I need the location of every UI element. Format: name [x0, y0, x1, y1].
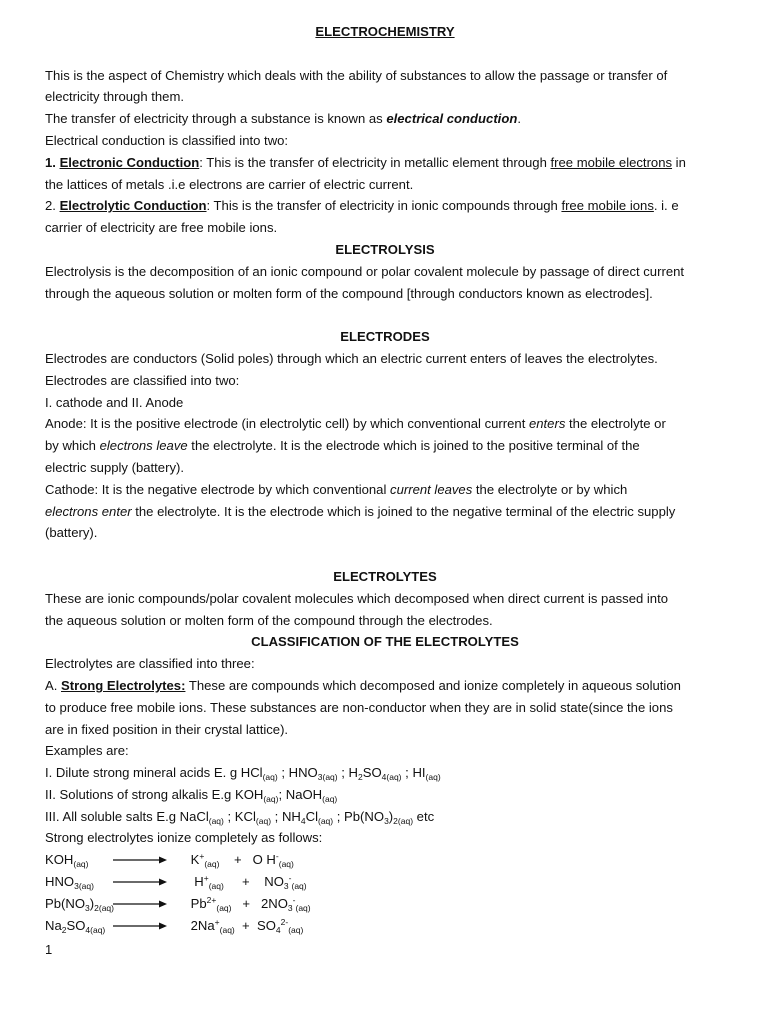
reaction-koh: $KOH_{(aq)}$ $K^+_{(aq)}$ + O $H^-_{(aq)}$: [45, 851, 294, 870]
term-electrical-conduction: electrical conduction: [386, 111, 518, 127]
right-arrow-icon: [113, 878, 179, 886]
intro-line-4: Electrical conduction is classified into two:: [45, 132, 289, 148]
electrodes-line-1: Electrodes are conductors (Solid poles) through which an electric current enters of leaves the electrolytes.: [45, 350, 658, 366]
right-arrow-icon: [113, 856, 179, 864]
reaction-hno3: $HNO_{3(aq)}$ $H^+_{(aq)}$ + $NO_3^-_{(aq)}$: [45, 873, 307, 892]
term-electronic-conduction: Electronic Conduction: [59, 154, 200, 170]
ionize-intro: Strong electrolytes ionize completely as follows:: [45, 830, 323, 846]
electrolytes-line-2: the aqueous solution or molten form of the compound through the electrodes.: [45, 612, 493, 628]
anode-line-3: electric supply (battery).: [45, 459, 184, 475]
right-arrow-icon: [113, 900, 179, 908]
heading-electrodes: ELECTRODES: [340, 329, 430, 345]
example-alkalis: II. Solutions of strong alkalis E.g $KOH_{(aq)}$; NaOH$_{(aq)}$: [45, 786, 338, 804]
document-body: [45, 21, 725, 936]
electrolysis-line-2: through the aqueous solution or molten form of the compound [through conductors known as electrodes].: [45, 285, 653, 301]
classification-line-1: Electrolytes are classified into three:: [45, 656, 255, 672]
cathode-line-2: electrons enter the electrolyte. It is the electrode which is joined to the negative terminal of the electric supply: [45, 503, 676, 519]
strong-electrolytes-line-2: to produce free mobile ions. These substances are non-conductor when they are in solid state(since the ions: [45, 699, 673, 715]
heading-electrolytes: ELECTROLYTES: [333, 568, 437, 584]
electrolytic-conduction-line-1: 2. Electrolytic Conduction: This is the transfer of electricity in ionic compounds through free mobile ions. i. e: [45, 198, 679, 214]
examples-label: Examples are:: [45, 743, 129, 759]
cathode-line-1: Cathode: It is the negative electrode by which conventional current leaves the electrolyte or by which: [45, 481, 628, 497]
strong-electrolytes-line-1: A. Strong Electrolytes: These are compounds which decomposed and ionize completely in aqueous solution: [45, 677, 681, 693]
anode-line-2: by which electrons leave the electrolyte. It is the electrode which is joined to the positive terminal of the: [45, 438, 640, 454]
page-title: ELECTROCHEMISTRY: [315, 24, 455, 39]
electronic-conduction-line-1: 1. Electronic Conduction: This is the transfer of electricity in metallic element through free mobile electrons in: [45, 154, 686, 170]
electrodes-line-2: Electrodes are classified into two:: [45, 372, 240, 388]
cathode-line-3: (battery).: [45, 525, 98, 541]
electrolytes-line-1: These are ionic compounds/polar covalent molecules which decomposed when direct current is passed into: [45, 590, 669, 606]
heading-electrolysis: ELECTROLYSIS: [335, 241, 435, 257]
example-salts: III. All soluble salts E.g NaCl$_{(aq)}$ ; KCl$_{(aq)}$ ; $NH_4Cl_{(aq)}$ ; $Pb(NO_3)_{2(aq)}$ etc: [45, 808, 435, 826]
page-number: 1: [45, 942, 53, 957]
electronic-conduction-line-2: the lattices of metals .i.e electrons are carrier of electric current.: [45, 176, 414, 192]
term-electrolytic-conduction: Electrolytic Conduction: [59, 198, 207, 214]
term-strong-electrolytes: Strong Electrolytes:: [61, 677, 186, 693]
example-acids: I. Dilute strong mineral acids E. g HCl$_{(aq)}$ ; $HNO_{3(aq)}$ ; $H_2SO_{4(aq)}$ ; $HI_{(aq)}$: [45, 765, 441, 783]
anode-line-1: Anode: It is the positive electrode (in electrolytic cell) by which conventional current enters the electrolyte or: [45, 416, 666, 432]
intro-line-1: This is the aspect of Chemistry which deals with the ability of substances to allow the passage or transfer of: [45, 67, 668, 83]
strong-electrolytes-line-3: are in fixed position in their crystal lattice).: [45, 721, 289, 737]
electrolysis-line-1: Electrolysis is the decomposition of an ionic compound or polar covalent molecule by passage of direct current: [45, 263, 685, 279]
reaction-pbno32: $Pb(NO_3)_{2(aq)}$ $Pb^{2+}_{(aq)}$ + $2NO_3^-_{(aq)}$: [45, 894, 311, 913]
intro-line-2: electricity through them.: [45, 89, 184, 105]
electrodes-line-3: I. cathode and II. Anode: [45, 394, 184, 410]
intro-line-3: The transfer of electricity through a substance is known as electrical conduction.: [45, 111, 521, 127]
right-arrow-icon: [113, 922, 179, 930]
reaction-na2so4: $Na_2SO_{4(aq)}$ $2Na^+_{(aq)} + SO_4^{2-}_{(aq)}$: [45, 916, 304, 935]
heading-classification: CLASSIFICATION OF THE ELECTROLYTES: [251, 634, 519, 650]
electrolytic-conduction-line-2: carrier of electricity are free mobile ions.: [45, 220, 278, 236]
